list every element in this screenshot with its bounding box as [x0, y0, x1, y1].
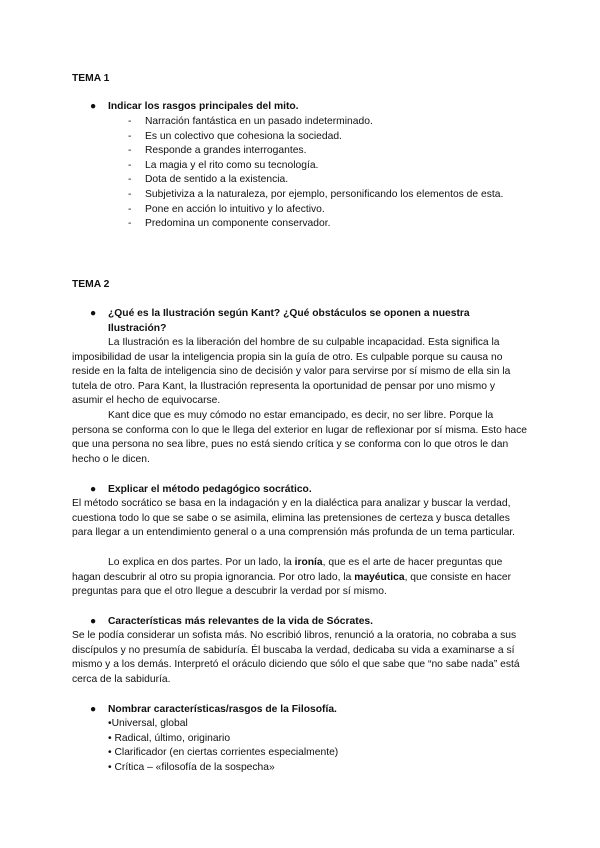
tema2-q1-question-text: ¿Qué es la Ilustración según Kant? ¿Qué obstáculos se oponen a nuestra Ilustración? [108, 308, 470, 334]
tema2-q3-question-text: Características más relevantes de la vida de Sócrates. [108, 616, 374, 627]
ironia-term: ironía [294, 557, 323, 568]
tema2-q3-question [90, 615, 530, 630]
tema1-question-text: Indicar los rasgos principales del mito. [108, 101, 299, 112]
list-item: - Predomina un componente conservador. [128, 218, 331, 230]
list-item: - Pone en acción lo intuitivo y lo afectivo. [128, 203, 325, 215]
list-item: - Subjetiviza a la naturaleza, por ejemplo, personificando los elementos de esta. [128, 188, 504, 200]
list-item: - Dota de sentido a la existencia. [128, 174, 289, 186]
tema2-q1-question [90, 307, 510, 336]
tema2-q1-paragraph-1: La Ilustración es la liberación del hombre de su culpable incapacidad. Esta significa la imposibilidad de usar la inteligencia propia sin la guía de otro. Es culpable porque su causa no reside en la falta de inteligencia sino de decisión y valor para servirse por sí mismo de ella sin la tutela de otro. Para Kant, la Ilustración representa la oportunidad de pensar por uno mismo y asumir el hecho de equivocarse. [72, 337, 511, 407]
list-item: • Radical, último, originario [108, 732, 231, 744]
bullet-icon: ● [90, 616, 97, 627]
tema1-question [90, 100, 530, 115]
tema2-q4-list [108, 717, 508, 775]
list-item: • Clarificador (en ciertas corrientes especialmente) [108, 747, 339, 759]
tema1-list [128, 115, 528, 232]
bullet-icon: ● [90, 484, 97, 495]
list-item: •Universal, global [108, 718, 188, 729]
list-item: - Es un colectivo que cohesiona la sociedad. [128, 130, 342, 142]
tema2-q3-paragraph-1: Se le podía considerar un sofista más. No escribió libros, renunció a la oratoria, no cobraba a sus discípulos y no presumía de sabiduría. Él buscaba la verdad, dedicaba su vida a examinarse a sí mismo y a los demás. Interpretó el oráculo diciendo que sólo el que sabe que “no sabe nada” está cerca de la sabiduría. [72, 630, 520, 685]
list-item: - Narración fantástica en un pasado indeterminado. [128, 116, 373, 127]
tema2-q4-question [90, 703, 530, 718]
tema2-q2-question [90, 483, 530, 498]
tema2-q2-paragraph-2: Lo explica en dos partes. Por un lado, la ironía, que es el arte de hacer preguntas que hagan descubrir al otro su propia ignorancia. Por otro lado, la mayéutica, que consiste en hacer preguntas para que el otro llegue a descubrir la verdad por sí mismo. [72, 557, 512, 598]
mayeutica-term: mayéutica [354, 571, 405, 583]
bullet-icon: ● [90, 704, 97, 715]
list-item: - Responde a grandes interrogantes. [128, 145, 307, 157]
tema2-q2-question-text: Explicar el método pedagógico socrático. [108, 484, 312, 495]
tema1-heading: TEMA 1 [72, 73, 110, 84]
bullet-icon: ● [90, 308, 97, 319]
tema2-q4-question-text: Nombrar características/rasgos de la Filosofía. [108, 704, 337, 715]
tema2-q2-paragraph-1: El método socrático se basa en la indagación y en la dialéctica para analizar y buscar la verdad, cuestiona todo lo que se sabe o se asimila, elimina las pretensiones de certeza y busca detalles para llegar a un entendimiento general o a una comprensión más profunda de un tema particular. [72, 498, 516, 539]
tema2-heading: TEMA 2 [72, 279, 110, 290]
tema2-q1-paragraph-2: Kant dice que es muy cómodo no estar emancipado, es decir, no ser libre. Porque la persona se conforma con lo que le llega del exterior en lugar de reflexionar por sí misma. Esto hace que una persona no sea libre, pues no está siendo crítica y se conforma con lo que otros le dan hecho o le dicen. [72, 410, 528, 465]
list-item: • Crítica – «filosofía de la sospecha» [108, 761, 275, 773]
list-item: - La magia y el rito como su tecnología. [128, 159, 319, 171]
bullet-icon: ● [90, 101, 97, 112]
